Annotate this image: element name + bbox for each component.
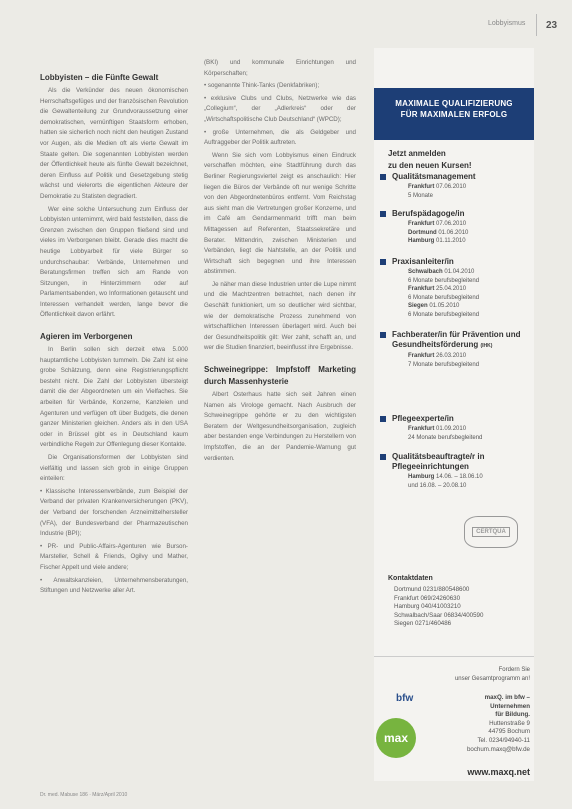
section-heading: Lobbyisten – die Fünfte Gewalt [40, 73, 159, 82]
course-date: 01.04.2010 [444, 269, 475, 275]
course-date: 14.06. – 18.06.10 [436, 474, 483, 480]
page-footer: Dr. med. Mabuse 186 · März/April 2010 [40, 792, 128, 798]
bullet-square-icon [380, 332, 386, 338]
address-line: Tel. 0234/94940-11 [477, 736, 530, 744]
course-item [378, 330, 530, 369]
contact-line: Siegen 0271/460486 [394, 620, 452, 628]
paragraph: Wenn Sie sich vom Lobbyismus einen Eindruck verschaffen möchten, eine Stadtführung durch das Berliner Regierungsviertel zeigt es anschaulich: Hier liegen die Büros der Verbände oft nur wenige Schritte von den Abgeordnetenbüros entfernt. Vom Reichstag aus sieht man die Vertretungen großer Konzerne, und im Café am Gendarmenmarkt trifft man beim Mittagessen auf Referenten, Staatssekretäre und Berater. Mittendrin, zwischen Ministerien und Verbänden, liegt die Nahtstelle, an der Politik und Wirtschaft sich begegnen und ihre Interessen abstimmen. [204, 151, 356, 276]
org-name: maxQ. im bfw – [484, 694, 530, 701]
paragraph: Die Organisationsformen der Lobbyisten sind vielfältig und lassen sich grob in einige Gruppen einteilen: [40, 454, 188, 483]
course-location: Frankfurt [408, 426, 435, 432]
list-item: • exklusive Clubs und Clubs, Netzwerke wie das „Collegium“, der „Adlerkreis“ oder der „Wirtschaftspolitische Club Deutschland“ (WPCD); [204, 94, 356, 123]
list-item: • sogenannte Think-Tanks (Denkfabriken); [204, 82, 320, 90]
course-date: 6 Monate berufsbegleitend [408, 277, 480, 284]
page-number: 23 [546, 20, 558, 31]
course-title: Qualitätsmanagement [392, 172, 476, 181]
list-item: (BKI) und kommunale Einrichtungen und Körperschaften; [204, 59, 356, 77]
course-item [378, 172, 530, 200]
paragraph: Albert Osterhaus hatte sich seit Jahren einen Namen als Virologe gemacht. Nach Ausbruch der Schweinegrippe gehörte er zu den wichtigsten Beratern der Weltgesundheitsorganisation, zugleich aber bestanden enge Verbindungen zu Herstellern von Impfstoffen, die an der Pandemie-Warnung gut verdienten. [204, 391, 356, 462]
course-suffix: (IHK) [480, 343, 493, 349]
contact-heading: Kontaktdaten [388, 575, 433, 582]
course-date: 07.06.2010 [436, 184, 467, 190]
course-title: Pflegeexperte/in [392, 414, 454, 423]
address-line: bochum.maxq@bfw.de [466, 745, 530, 753]
article-column-2 [204, 58, 356, 773]
address-line: Huttenstraße 9 [489, 719, 530, 727]
org-name: Unternehmen [490, 702, 530, 710]
course-location: Hamburg [408, 238, 435, 244]
logo-text: max [383, 731, 409, 745]
contact-list [394, 586, 483, 629]
logo-text: bfw [396, 693, 414, 704]
paragraph: Als die Verkünder des neuen ökonomischen Herrschaftsgefüges und der französischen Revolution die Gewaltenteilung zur Grundvoraussetzung einer demokratischen, vernünftigen Staatsform erhoben, hatten sie sicherlich noch nicht den heutigen Zustand vor Augen, als die Medien oft als vierte Gewalt im Staate gelten. Die sogenannten Lobbyisten werden der Öffentlichkeit heute als fünfte Gewalt bezeichnet, deren Einfluss auf Politik und Gesetzgebung stetig wächst und vielerorts die eigentlichen Akteure der Demokratie zu Statisten degradiert. [40, 87, 188, 200]
ad-banner [374, 88, 534, 140]
paragraph: In Berlin sollen sich derzeit etwa 5.000 hauptamtliche Lobbyisten tummeln. Die Zahl ist eine grobe Schätzung, denn eine Registrierungspflicht besteht nicht. Die Zahl der Lobbyisten übersteigt damit die der Abgeordneten um ein Vielfaches. Sie arbeiten für Verbände, Konzerne, Kanzleien und Agenturen und verfügen oft über Budgets, die denen ganzer Ministerien gleichen. Anders als in den USA oder in Brüssel gibt es in Deutschland kaum verbindliche Regeln zur Offenlegung dieser Kontakte. [40, 346, 188, 449]
intro-line: Jetzt anmelden [388, 149, 446, 158]
course-location: Schwalbach [408, 269, 443, 275]
list-item: • PR- und Public-Affairs-Agenturen wie Burson-Marsteller, Schell & Friends, Ogilvy und Mather, Fischer Appelt und viele andere; [40, 542, 188, 571]
section-heading: Schweinegrippe: Impfstoff Marketing durch Massenhysterie [204, 365, 356, 387]
list-item: • Anwaltskanzleien, Unternehmensberatungen, Stiftungen und Netzwerke aller Art. [40, 576, 188, 595]
course-date: 01.05.2010 [429, 303, 460, 309]
course-location: Hamburg [408, 474, 435, 480]
course-date: 6 Monate berufsbegleitend [408, 294, 480, 301]
course-date: und 16.08. – 20.08.10 [408, 482, 467, 489]
bullet-square-icon [380, 211, 386, 217]
banner-line: FÜR MAXIMALEN ERFOLG [400, 110, 508, 119]
bullet-square-icon [380, 454, 386, 460]
banner-line: MAXIMALE QUALIFIZIERUNG [395, 99, 513, 108]
paragraph: Je näher man diese Industrien unter die Lupe nimmt und die Machtzentren betrachtet, nach denen ihr Geschäft funktioniert, um so deutlicher wird sichtbar, wie der demokratische Prozess zunehmend von wirtschaftlichen Interessen überlagert wird. Auch bei der Gesundheitspolitik gilt: Wer zahlt, schafft an, und wer die Studien finanziert, beeinflusst ihre Ergebnisse. [204, 280, 356, 352]
seal-text: CERTQUA [472, 527, 510, 537]
ad-divider [374, 656, 534, 657]
article-column-1 [40, 72, 188, 772]
contact-line: Schwalbach/Saar 06834/400590 [394, 611, 484, 619]
course-date: 07.06.2010 [436, 221, 467, 227]
contact-line: Dortmund 0231/880548600 [394, 586, 470, 593]
course-title: Qualitätsbeauftragte/r in Pflegeeinrichtungen [392, 452, 485, 471]
course-location: Frankfurt [408, 184, 435, 190]
certqua-seal-icon [464, 516, 518, 548]
course-date: 01.09.2010 [436, 426, 467, 432]
list-item: • große Unternehmen, die als Geldgeber und Auftraggeber der Politik auftreten. [204, 128, 356, 147]
course-date: 7 Monate berufsbegleitend [408, 361, 480, 368]
course-item [378, 452, 530, 490]
course-date: 01.11.2010 [436, 238, 466, 244]
note-line: unser Gesamtprogramm an! [454, 675, 530, 682]
contact-line: Hamburg 040/41003210 [394, 603, 461, 611]
header-divider [536, 14, 537, 36]
paragraph: Wer eine solche Untersuchung zum Einfluss der Lobbyisten unternimmt, wird bald feststellen, dass die Grenzen zwischen den Gruppen fließend sind und vieles im Verborgenen bleibt. Gerade dies macht die heutige Lobbyarbeit für viele Bürger so undurchschaubar: Verbände, Unternehmen und Beratungsfirmen treffen sich am Rande von Sitzungen, in Hinterzimmern oder auf Parlamentsabenden, wo Informationen getauscht und Interessen verhandelt werden, lange bevor die Öffentlichkeit davon erfährt. [40, 205, 188, 319]
course-item [378, 414, 530, 442]
course-item [378, 209, 530, 246]
course-location: Dortmund [408, 229, 437, 236]
website-link[interactable]: www.maxq.net [467, 767, 530, 777]
section-label: Lobbyismus [488, 20, 526, 27]
maxq-logo-icon [376, 718, 416, 758]
course-date: 01.06.2010 [438, 229, 469, 236]
intro-line: zu den neuen Kursen! [388, 161, 472, 170]
program-note [455, 666, 530, 683]
section-heading: Agieren im Verborgenen [40, 332, 133, 342]
bullet-square-icon [380, 259, 386, 265]
address-block [467, 694, 530, 754]
course-date: 5 Monate [408, 192, 434, 199]
course-title: Berufspädagoge/in [392, 209, 465, 218]
list-item: • Klassische Interessenverbände, zum Beispiel der Verband der privaten Krankenversicherungen (PKV), der Verband der forschenden Arzneimittelhersteller (VFA), der Bundesverband der Pharmazeutischen Industrie (BPI); [40, 487, 188, 538]
bullet-square-icon [380, 174, 386, 180]
org-name: für Bildung. [495, 711, 530, 719]
course-location: Frankfurt [408, 353, 435, 359]
course-location: Siegen [408, 303, 428, 309]
note-line: Fordern Sie [498, 667, 530, 673]
contact-line: Frankfurt 069/24260630 [394, 594, 461, 602]
bfw-logo-icon [396, 688, 426, 708]
course-date: 6 Monate berufsbegleitend [408, 311, 480, 318]
ad-intro [388, 148, 528, 172]
bullet-square-icon [380, 416, 386, 422]
course-location: Frankfurt [408, 221, 435, 227]
course-date: 26.03.2010 [436, 353, 467, 359]
course-title: Fachberater/in für Prävention und Gesundheitsförderung [392, 330, 521, 349]
course-title: Praxisanleiter/in [392, 257, 454, 266]
course-date: 24 Monate berufsbegleitend [408, 434, 483, 441]
course-item [378, 257, 530, 319]
course-location: Frankfurt [408, 286, 435, 292]
advertisement [374, 48, 534, 781]
course-date: 25.04.2010 [436, 286, 467, 292]
address-line: 44795 Bochum [488, 728, 530, 736]
